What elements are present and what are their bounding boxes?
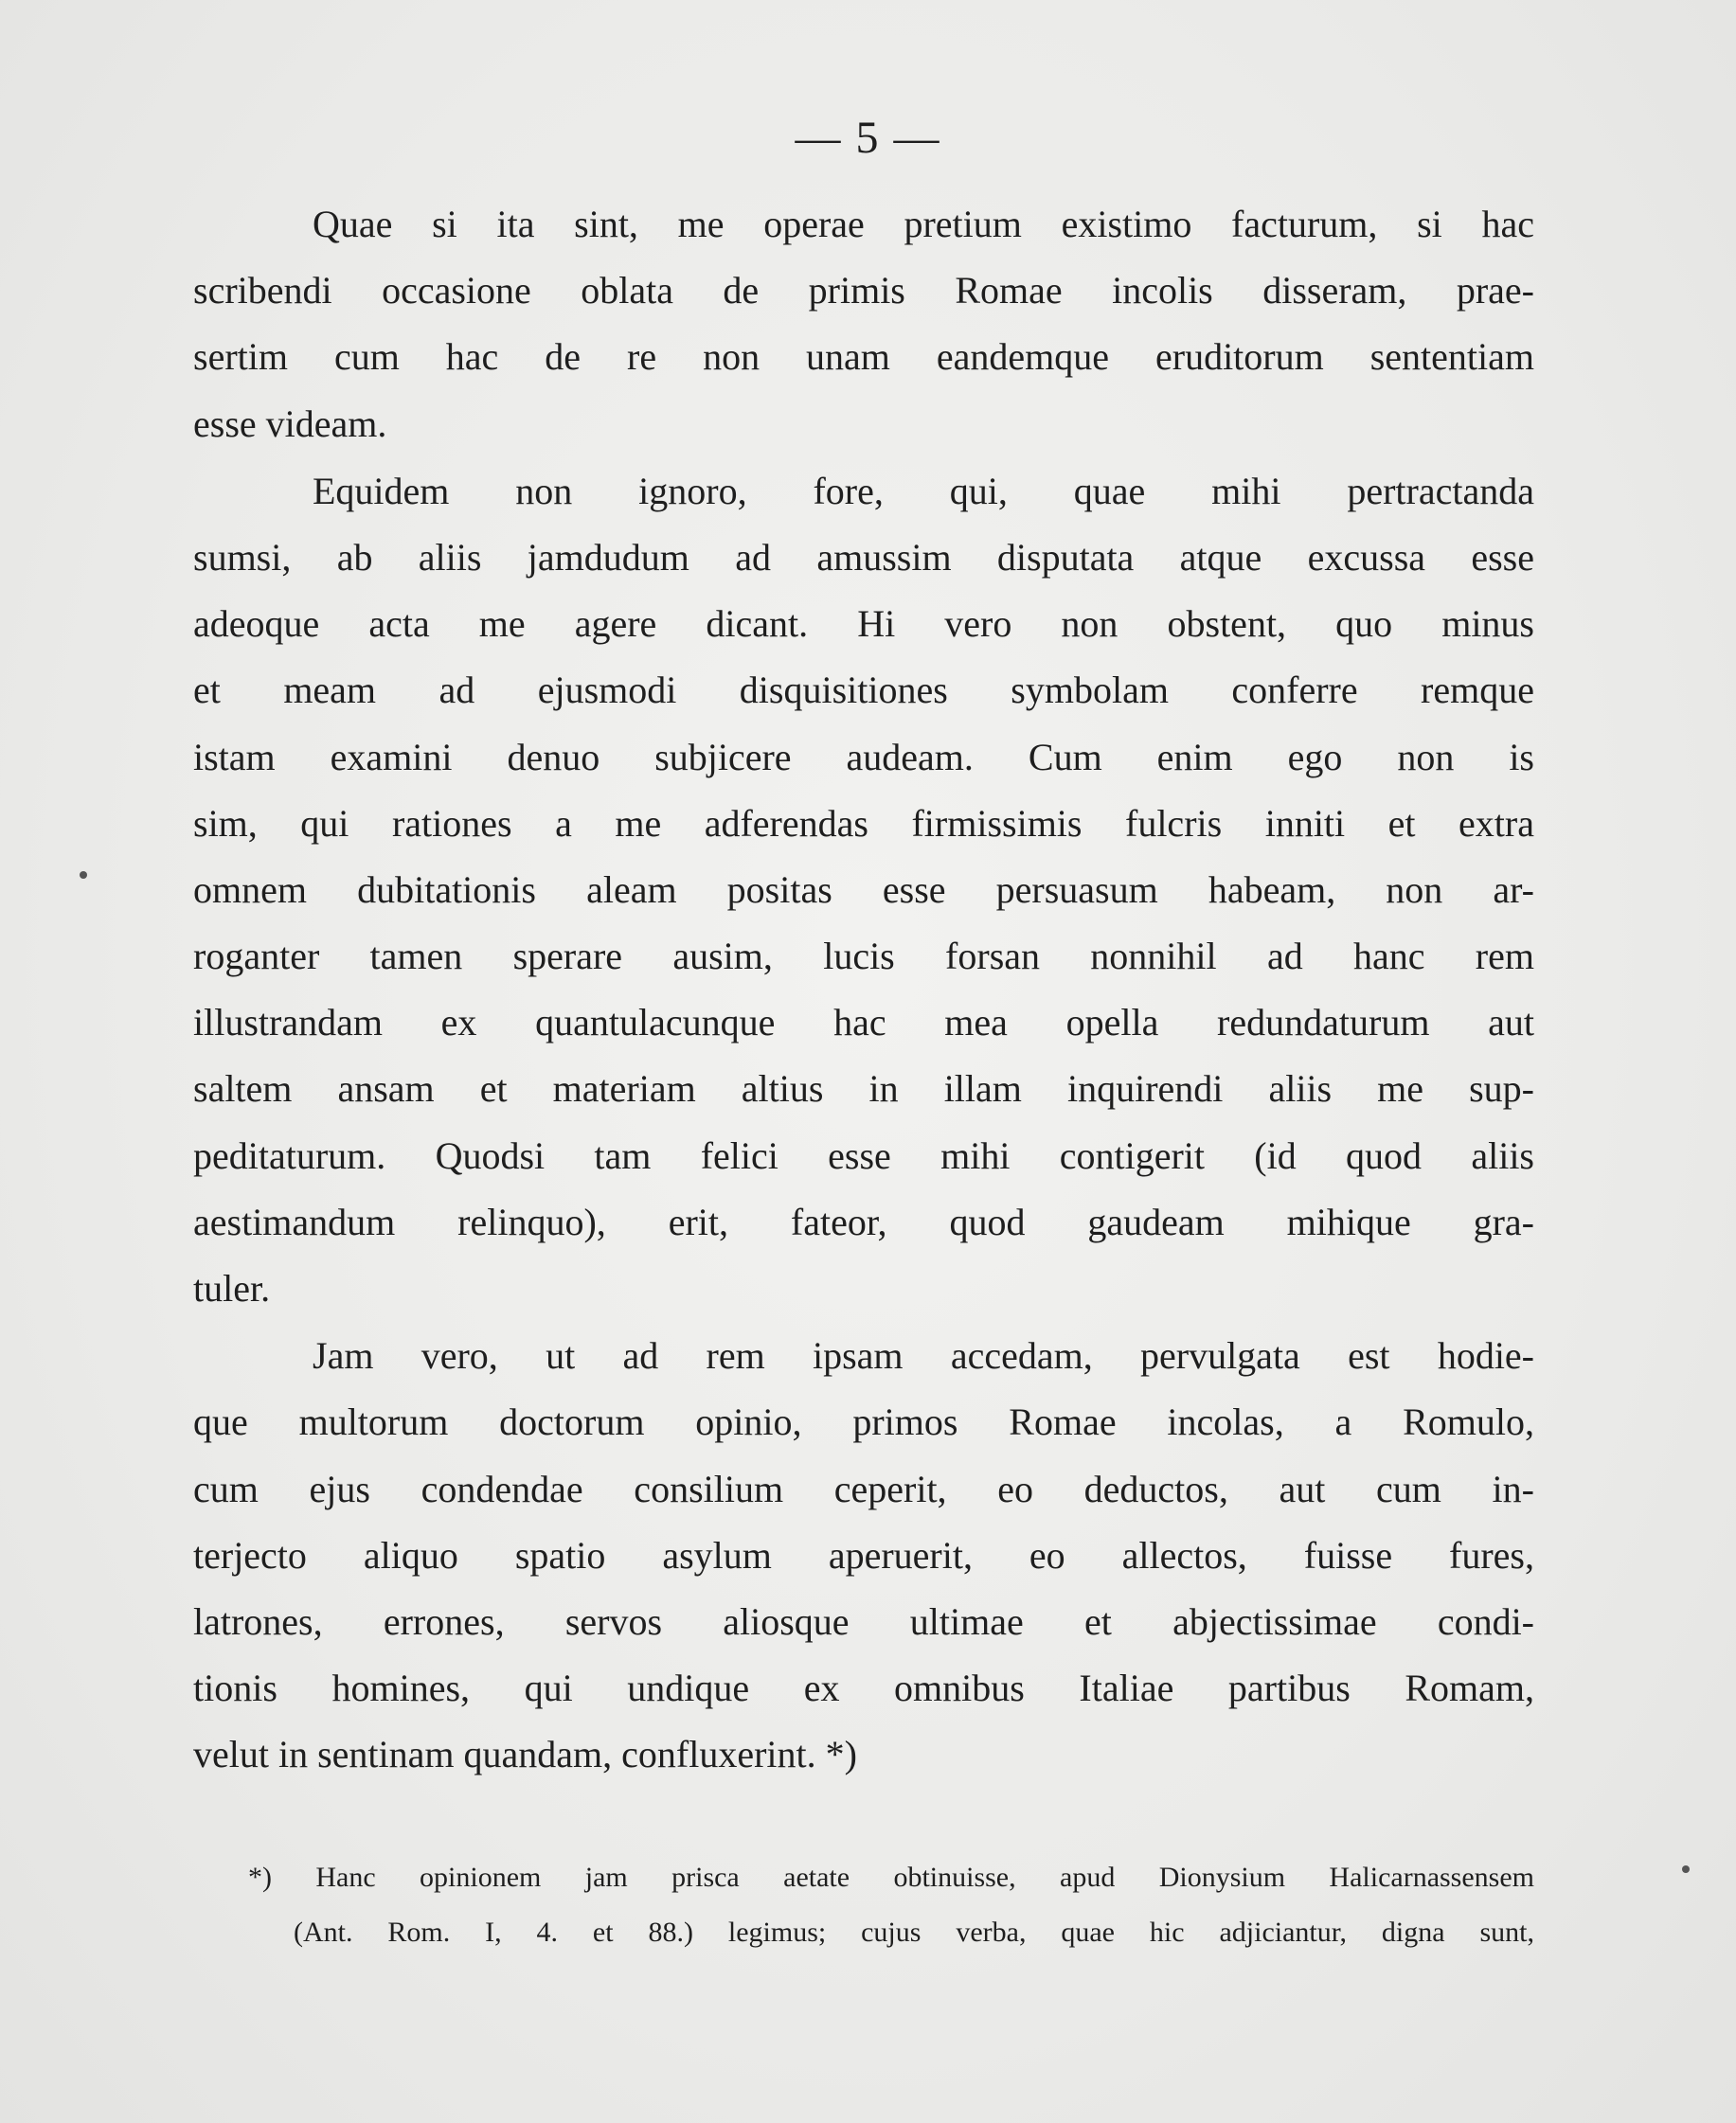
footnote-line: (Ant. Rom. I, 4. et 88.) legimus; cujus verba, quae hic adjiciantur, digna sunt, bbox=[294, 1917, 1534, 1948]
page-number-header: — 5 — bbox=[795, 113, 941, 163]
footnote bbox=[248, 1850, 1534, 1960]
text-line: scribendi occasione oblata de primis Romae incolis disseram, prae- bbox=[193, 269, 1534, 312]
paragraph-1 bbox=[193, 191, 1534, 457]
text-line: sim, qui rationes a me adferendas firmissimis fulcris inniti et extra bbox=[193, 801, 1534, 845]
text-line: illustrandam ex quantulacunque hac mea opella redundaturum aut bbox=[193, 1001, 1534, 1044]
text-line: esse videam. bbox=[193, 401, 387, 445]
ink-speck bbox=[80, 871, 87, 879]
text-line: tuler. bbox=[193, 1267, 271, 1310]
body-text bbox=[193, 191, 1534, 1790]
paragraph-2 bbox=[193, 458, 1534, 1322]
text-line: et meam ad ejusmodi disquisitiones symbolam conferre remque bbox=[193, 669, 1534, 712]
ink-speck bbox=[1682, 1865, 1690, 1873]
text-line: Equidem non ignoro, fore, qui, quae mihi pertractanda bbox=[313, 469, 1534, 512]
text-line: roganter tamen sperare ausim, lucis forsan nonnihil ad hanc rem bbox=[193, 935, 1534, 978]
text-line: terjecto aliquo spatio asylum aperuerit, eo allectos, fuisse fures, bbox=[193, 1533, 1534, 1577]
text-line: que multorum doctorum opinio, primos Romae incolas, a Romulo, bbox=[193, 1400, 1534, 1444]
text-line: Quae si ita sint, me operae pretium existimo facturum, si hac bbox=[313, 203, 1534, 245]
text-line: istam examini denuo subjicere audeam. Cum enim ego non is bbox=[193, 735, 1534, 778]
text-line: aestimandum relinquo), erit, fateor, quod gaudeam mihique gra- bbox=[193, 1200, 1534, 1243]
text-line: velut in sentinam quandam, confluxerint. *) bbox=[193, 1733, 857, 1776]
text-line: tionis homines, qui undique ex omnibus Italiae partibus Romam, bbox=[193, 1667, 1534, 1710]
text-line: Jam vero, ut ad rem ipsam accedam, pervulgata est hodie- bbox=[313, 1334, 1534, 1378]
text-line: sertim cum hac de re non unam eandemque eruditorum sententiam bbox=[193, 335, 1534, 379]
text-line: adeoque acta me agere dicant. Hi vero non obstent, quo minus bbox=[193, 602, 1534, 646]
text-line: sumsi, ab aliis jamdudum ad amussim disputata atque excussa esse bbox=[193, 535, 1534, 579]
text-line: cum ejus condendae consilium ceperit, eo deductos, aut cum in- bbox=[193, 1467, 1534, 1510]
text-line: latrones, errones, servos aliosque ultimae et abjectissimae condi- bbox=[193, 1599, 1534, 1643]
text-line: peditaturum. Quodsi tam felici esse mihi contigerit (id quod aliis bbox=[193, 1133, 1534, 1177]
text-line: saltem ansam et materiam altius in illam inquirendi aliis me sup- bbox=[193, 1067, 1534, 1111]
text-line: omnem dubitationis aleam positas esse persuasum habeam, non ar- bbox=[193, 867, 1534, 911]
footnote-line: *) Hanc opinionem jam prisca aetate obtinuisse, apud Dionysium Halicarnassensem bbox=[248, 1862, 1534, 1893]
paragraph-3 bbox=[193, 1323, 1534, 1788]
